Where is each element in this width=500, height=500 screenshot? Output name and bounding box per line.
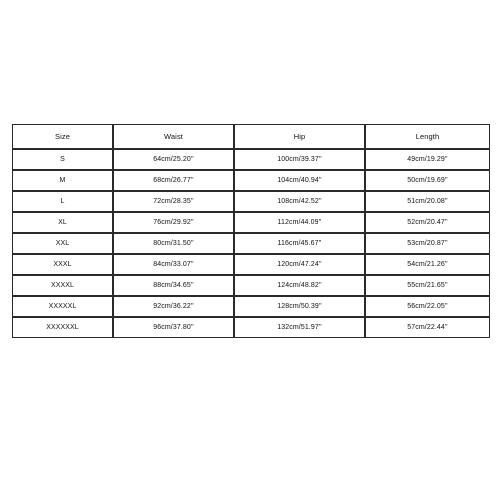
size-cell: XXXXXL xyxy=(12,296,113,317)
waist-cell: 64cm/25.20'' xyxy=(113,149,234,170)
length-cell: 54cm/21.26'' xyxy=(365,254,490,275)
size-chart-table xyxy=(12,124,490,338)
table-row xyxy=(12,254,490,275)
table-row xyxy=(12,233,490,254)
length-cell: 51cm/20.08'' xyxy=(365,191,490,212)
waist-cell: 72cm/28.35'' xyxy=(113,191,234,212)
size-cell: XXXXL xyxy=(12,275,113,296)
header-size: Size xyxy=(12,124,113,149)
header-waist: Waist xyxy=(113,124,234,149)
length-cell: 56cm/22.05'' xyxy=(365,296,490,317)
waist-cell: 96cm/37.80'' xyxy=(113,317,234,338)
waist-cell: 88cm/34.65'' xyxy=(113,275,234,296)
header-length: Length xyxy=(365,124,490,149)
length-cell: 52cm/20.47'' xyxy=(365,212,490,233)
waist-cell: 68cm/26.77'' xyxy=(113,170,234,191)
table-row xyxy=(12,212,490,233)
table-row xyxy=(12,149,490,170)
hip-cell: 132cm/51.97'' xyxy=(234,317,365,338)
length-cell: 49cm/19.29'' xyxy=(365,149,490,170)
hip-cell: 128cm/50.39'' xyxy=(234,296,365,317)
size-cell: XL xyxy=(12,212,113,233)
size-cell: XXL xyxy=(12,233,113,254)
hip-cell: 116cm/45.67'' xyxy=(234,233,365,254)
waist-cell: 80cm/31.50'' xyxy=(113,233,234,254)
size-cell: XXXXXXL xyxy=(12,317,113,338)
hip-cell: 104cm/40.94'' xyxy=(234,170,365,191)
hip-cell: 108cm/42.52'' xyxy=(234,191,365,212)
size-cell: S xyxy=(12,149,113,170)
waist-cell: 84cm/33.07'' xyxy=(113,254,234,275)
length-cell: 50cm/19.69'' xyxy=(365,170,490,191)
length-cell: 53cm/20.87'' xyxy=(365,233,490,254)
table-header-row xyxy=(12,124,490,149)
hip-cell: 120cm/47.24'' xyxy=(234,254,365,275)
header-hip: Hip xyxy=(234,124,365,149)
hip-cell: 100cm/39.37'' xyxy=(234,149,365,170)
waist-cell: 76cm/29.92'' xyxy=(113,212,234,233)
hip-cell: 112cm/44.09'' xyxy=(234,212,365,233)
table-row xyxy=(12,191,490,212)
size-cell: M xyxy=(12,170,113,191)
table-row xyxy=(12,170,490,191)
table-row xyxy=(12,296,490,317)
size-cell: L xyxy=(12,191,113,212)
size-cell: XXXL xyxy=(12,254,113,275)
length-cell: 55cm/21.65'' xyxy=(365,275,490,296)
waist-cell: 92cm/36.22'' xyxy=(113,296,234,317)
hip-cell: 124cm/48.82'' xyxy=(234,275,365,296)
length-cell: 57cm/22.44'' xyxy=(365,317,490,338)
table-row xyxy=(12,275,490,296)
table-row xyxy=(12,317,490,338)
